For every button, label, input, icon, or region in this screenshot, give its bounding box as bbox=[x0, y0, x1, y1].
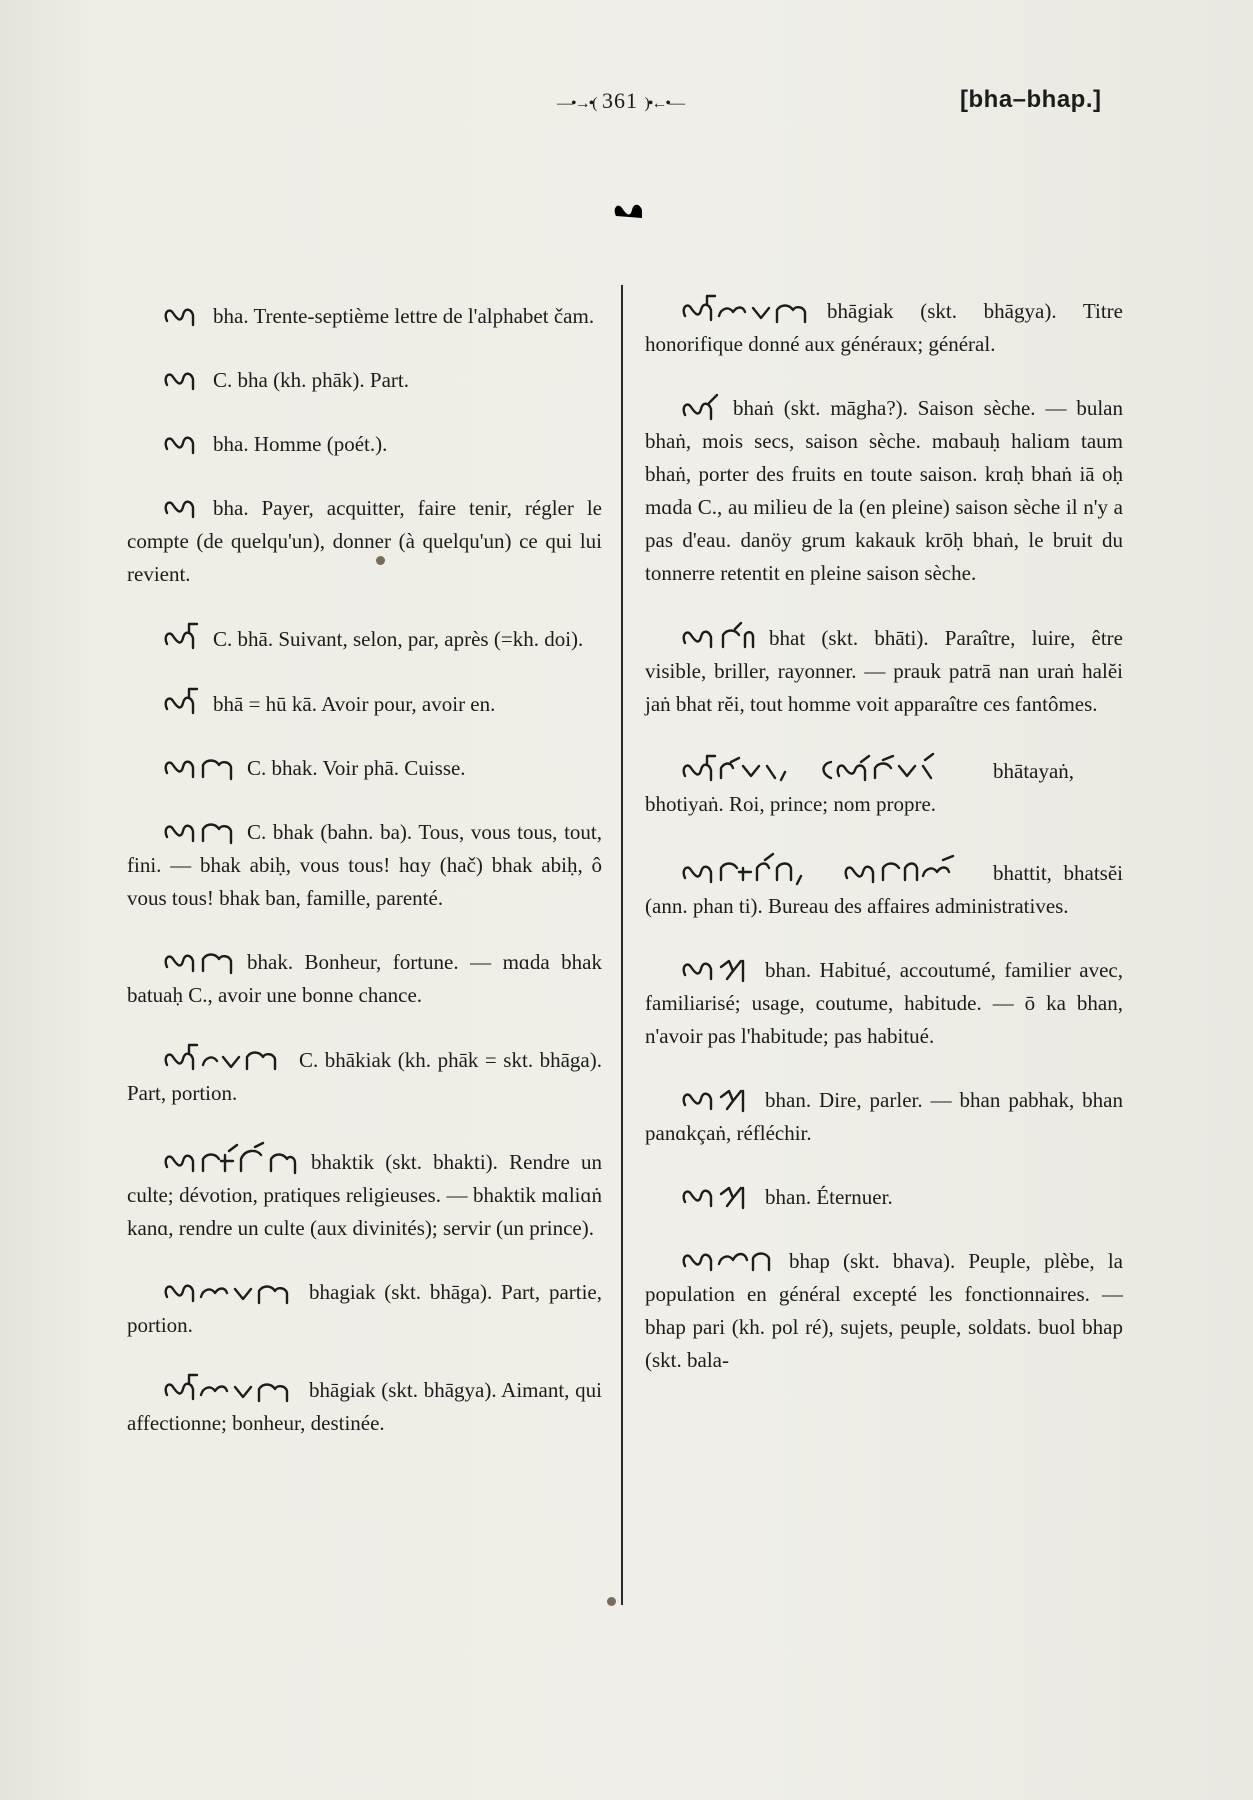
cham-bhan2-icon bbox=[681, 1087, 753, 1113]
dictionary-entry: bha. Homme (poét.). bbox=[127, 428, 602, 461]
cham-bhagiak2-icon bbox=[681, 294, 815, 324]
cham-bhat-icon bbox=[681, 621, 757, 651]
cham-bha-icon bbox=[163, 369, 201, 393]
dictionary-entry: bhaktik (skt. bhakti). Rendre un culte; dévotion, pratiques religieuses. — bhaktik mɑliɑṅ kanɑ, rendre un culte (aux divinités); servir (un prince). bbox=[127, 1141, 602, 1245]
dictionary-entry: C. bha (kh. phāk). Part. bbox=[127, 364, 602, 397]
cham-bhaa-icon bbox=[163, 622, 201, 652]
right-column bbox=[645, 294, 1123, 1408]
dictionary-entry: bhagiak (skt. bhāga). Part, partie, portion. bbox=[127, 1280, 602, 1337]
dictionary-entry: bha. Payer, acquitter, faire tenir, régler le compte (de quelqu'un), donner (à quelqu'un) ce qui lui revient. bbox=[127, 496, 602, 586]
dictionary-entry: bhan. Éternuer. bbox=[645, 1181, 1123, 1214]
cham-bhagiak2-icon bbox=[163, 1373, 297, 1403]
cham-bhak-icon bbox=[163, 757, 235, 781]
column-divider bbox=[621, 285, 623, 1605]
cham-bhak-icon bbox=[163, 951, 235, 975]
dictionary-entry: C. bhā. Suivant, selon, par, après (=kh. doi). bbox=[127, 622, 602, 656]
cham-bhan2-icon bbox=[681, 1184, 753, 1210]
cham-bhatayan-icon bbox=[681, 752, 981, 784]
cham-bha-icon bbox=[163, 433, 201, 457]
cham-bhaktik-icon bbox=[163, 1141, 299, 1175]
dictionary-entry: bhaṅ (skt. māgha?). Saison sèche. — bulan bhaṅ, mois secs, saison sèche. mɑbauḥ haliɑm taum bhaṅ, porter des fruits en toute saison. krɑḥ bhaṅ iā oḥ mɑda C., au milieu de la (en pleine) saison sèche il n'y a pas d'eau. danöy grum kakauk krōḥ bhaṅ, le bruit du tonnerre retentit en pleine saison sèche. bbox=[645, 392, 1123, 590]
dictionary-entry: C. bhak. Voir phā. Cuisse. bbox=[127, 752, 602, 785]
page-number-value: 361 bbox=[602, 88, 638, 113]
dictionary-entry: bhan. Dire, parler. — bhan pabhak, bhan panɑkçaṅ, réfléchir. bbox=[645, 1088, 1123, 1145]
ink-spot bbox=[607, 1597, 616, 1606]
running-head: [bha–bhap.] bbox=[960, 86, 1102, 113]
dictionary-entry: bhak. Bonheur, fortune. — mɑda bhak batuaḥ C., avoir une bonne chance. bbox=[127, 950, 602, 1007]
cham-bhak-icon bbox=[163, 821, 235, 845]
left-column bbox=[127, 300, 602, 1471]
cham-bhaa-icon bbox=[163, 687, 201, 717]
cham-bhakiak-icon bbox=[163, 1043, 287, 1073]
cham-bhagiak-icon bbox=[163, 1281, 297, 1305]
dictionary-entry: bhat (skt. bhāti). Paraître, luire, être visible, briller, rayonner. — prauk patrā nan uraṅ halĕi jaṅ bhat rĕi, tout homme voit apparaître ces fantômes. bbox=[645, 621, 1123, 721]
dictionary-entry: C. bhak (bahn. ba). Tous, vous tous, tout, fini. — bhak abiḥ, vous tous! hɑy (hač) bhak abiḥ, ô vous tous! bhak ban, famille, parenté. bbox=[127, 820, 602, 910]
page-number: —•→•( 361 )•←•— bbox=[556, 88, 684, 113]
dictionary-entry: bhāgiak (skt. bhāgya). Titre honorifique donné aux généraux; général. bbox=[645, 294, 1123, 361]
dictionary-entry: bhattit, bhatsĕi (ann. phan ti). Bureau des affaires administratives. bbox=[645, 852, 1123, 923]
cham-bha-icon bbox=[163, 305, 201, 329]
dictionary-entry: C. bhākiak (kh. phāk = skt. bhāga). Part, portion. bbox=[127, 1043, 602, 1110]
dictionary-entry: bhap (skt. bhava). Peuple, plèbe, la population en général excepté les fonctionnaires. — bhap pari (kh. pol ré), sujets, peuple, soldats. buol bhap (skt. bala- bbox=[645, 1249, 1123, 1372]
dictionary-entry: bhā = hū kā. Avoir pour, avoir en. bbox=[127, 687, 602, 721]
cham-bha-icon bbox=[163, 497, 201, 521]
cham-bhattit-icon bbox=[681, 852, 981, 886]
cham-bhan-icon bbox=[681, 393, 721, 421]
dictionary-entry: bhātayaṅ, bhotiyaṅ. Roi, prince; nom propre. bbox=[645, 752, 1123, 821]
dictionary-entry: bhāgiak (skt. bhāgya). Aimant, qui affectionne; bonheur, destinée. bbox=[127, 1373, 602, 1440]
cham-bhan2-icon bbox=[681, 957, 753, 983]
ink-spot bbox=[376, 556, 385, 565]
cham-letter-bha-icon bbox=[600, 198, 660, 228]
dictionary-entry: bhan. Habitué, accoutumé, familier avec, familiarisé; usage, coutume, habitude. — ō ka bhan, n'avoir pas l'habitude; pas habitué. bbox=[645, 958, 1123, 1048]
dictionary-entry: bha. Trente-septième lettre de l'alphabet čam. bbox=[127, 300, 602, 333]
cham-bhap-icon bbox=[681, 1248, 777, 1274]
